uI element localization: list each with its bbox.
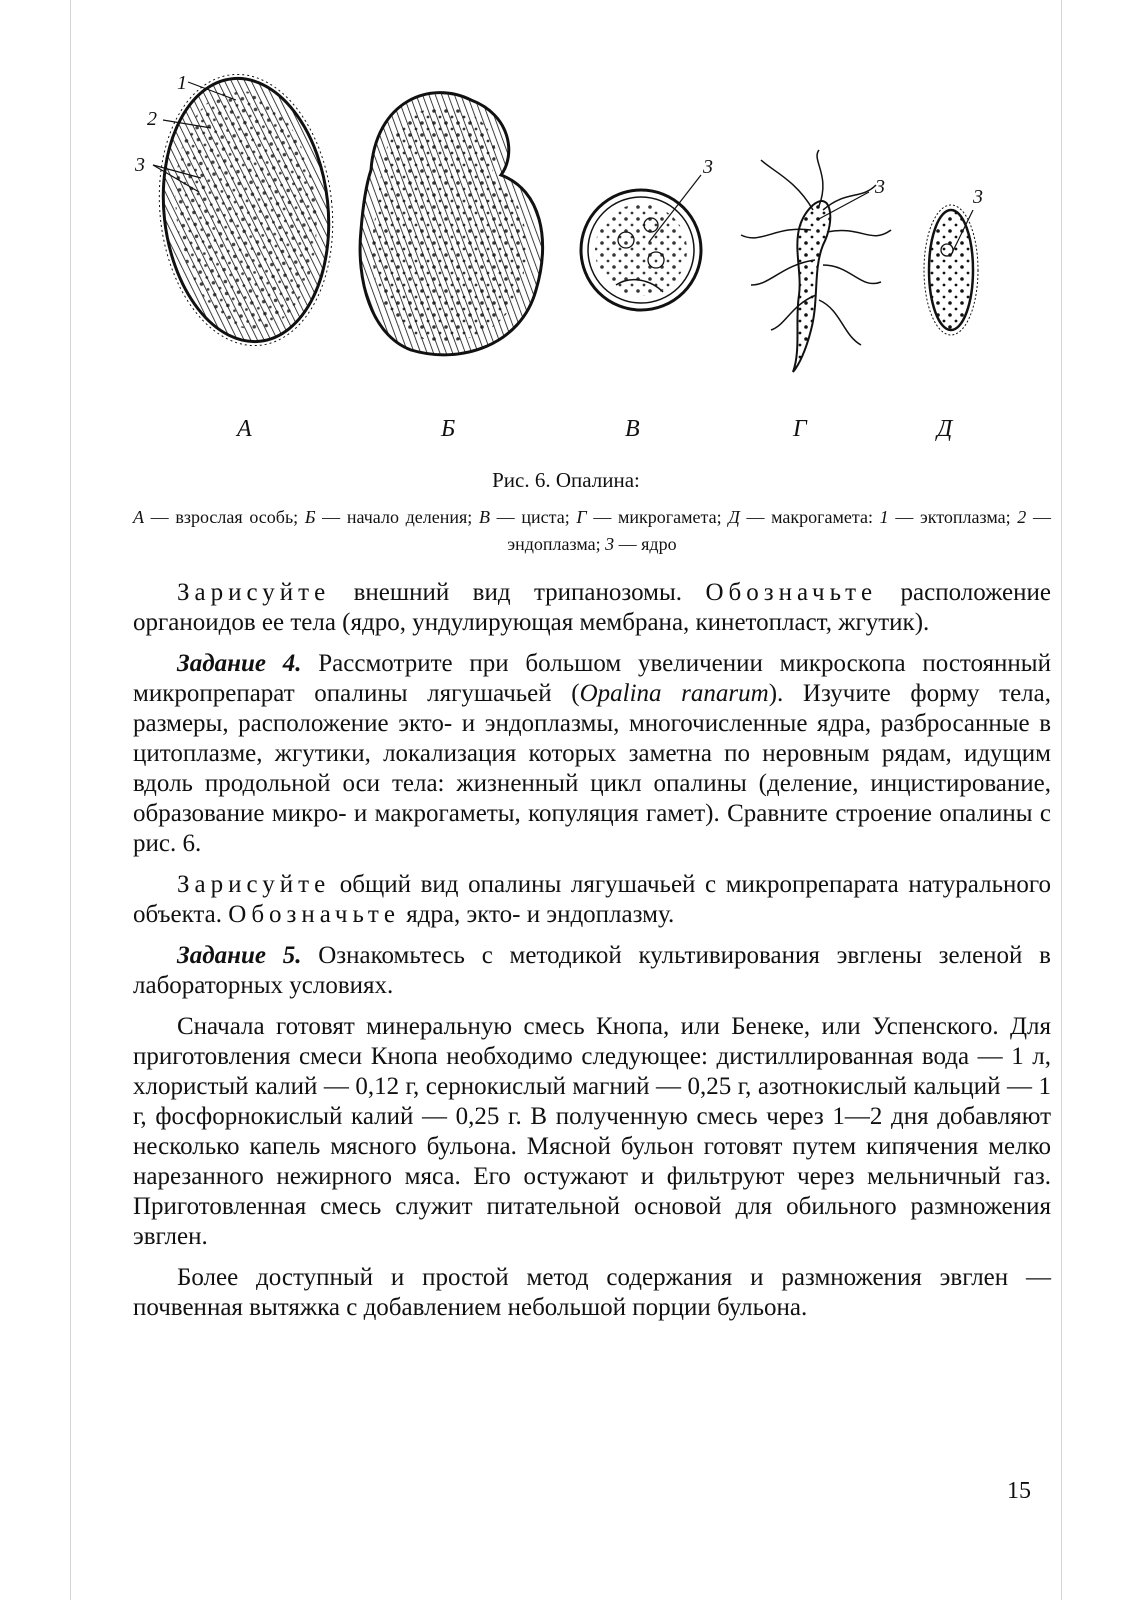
paragraph-draw-trypanosome xyxy=(133,578,1051,638)
paragraph-task-5 xyxy=(133,941,1051,1001)
legend-text: — начало деления; xyxy=(315,507,479,527)
paragraph-soil-extract xyxy=(133,1263,1051,1323)
legend-text: — эндоплазма; xyxy=(507,507,1051,554)
paragraph-text: Ознакомьтесь с методикой культивирования эвглены зеленой в лабораторных условиях. xyxy=(133,942,1051,999)
paragraph-text: внешний вид трипанозомы. xyxy=(330,579,706,606)
figure-letter-v: В xyxy=(625,416,640,442)
book-page xyxy=(70,0,1062,1600)
legend-text: — взрослая особь; xyxy=(144,507,305,527)
legend-text: — циста; xyxy=(489,507,577,527)
marker-3-v: 3 xyxy=(703,156,713,178)
marker-2: 2 xyxy=(147,108,157,130)
paragraph-text: ядра, экто- и эндоплазму. xyxy=(399,901,675,928)
legend-key: В xyxy=(478,507,490,527)
legend-key: Б xyxy=(304,507,316,527)
figure-letter-a: А xyxy=(237,416,252,442)
figure-opalina xyxy=(71,60,1061,470)
figure-caption-legend xyxy=(133,504,1051,558)
paragraph-text: Более доступный и простой метод содержания и размножения эвглен — почвенная вытяжка с добавлением небольшой порции бульона. xyxy=(133,1264,1051,1321)
figure-caption-title: Рис. 6. Опалина: xyxy=(492,468,640,492)
opalina-illustration xyxy=(71,60,1061,410)
paragraph-knop-mixture xyxy=(133,1012,1051,1252)
page-number: 15 xyxy=(1007,1478,1031,1504)
legend-key: А xyxy=(133,507,144,527)
legend-text: — ядро xyxy=(614,534,677,554)
marker-3-g: 3 xyxy=(875,176,885,198)
legend-text: — эктоплазма; xyxy=(888,507,1018,527)
marker-1: 1 xyxy=(177,72,187,94)
paragraph-draw-opalina xyxy=(133,870,1051,930)
dividing-specimen-drawing xyxy=(360,93,543,355)
marker-3-d: 3 xyxy=(973,186,983,208)
figure-letter-g: Г xyxy=(793,416,807,442)
legend-key: 2 xyxy=(1017,507,1027,527)
spaced-word: Зарисуйте xyxy=(177,871,331,898)
spaced-word: Обозначьте xyxy=(705,579,878,606)
spaced-word: Обозначьте xyxy=(228,901,400,928)
microgamete-drawing xyxy=(741,150,891,372)
spaced-word: Зарисуйте xyxy=(177,579,331,606)
paragraph-text: Сначала готовят минеральную смесь Кнопа, или Бенеке, или Успенского. Для приготовления смеси Кнопа необходимо следующее: дистиллированная вода — 1 л, хлористый калий — 0,12 г, сернокислый магний — 0,25 г, азотнокислый кальций — 1 г, фосфорнокислый калий — 0,25 г. В полученную смесь через 1—2 дня добавляют несколько капель мясного бульона. Мясной бульон готовят путем кипячения мелко нарезанного нежирного мяса. Его остужают и фильтруют через мельничный газ. Приготовленная смесь служит питательной основой для обильного размножения эвглен. xyxy=(133,1013,1051,1250)
task-label: Задание 4. xyxy=(177,650,302,677)
macrogamete-drawing xyxy=(924,205,978,335)
main-text xyxy=(133,578,1051,1334)
legend-text: — макрогамета: xyxy=(739,507,880,527)
task-label: Задание 5. xyxy=(177,942,302,969)
adult-specimen-drawing xyxy=(146,66,345,354)
paragraph-text: ). Изучите форму тела, размеры, расположение экто- и эндоплазмы, многочисленные ядра, разбросанные в цитоплазме, жгутики, локализация которых заметна по неровным рядам, идущим вдоль продольной оси тела: жизненный цикл опалины (деление, инцистирование, образование микро- и макрогаметы, копуляция гамет). Сравните строение опалины с рис. 6. xyxy=(133,680,1052,857)
paragraph-text: расположение органоидов ее тела (ядро, ундулирующая мембрана, кинетопласт, жгутик). xyxy=(133,579,1051,636)
paragraph-task-4 xyxy=(133,649,1051,859)
legend-key: Д xyxy=(728,507,740,527)
paragraph-text: общий вид опалины лягушачьей с микропрепарата натурального объекта. xyxy=(133,871,1051,928)
legend-text: — микрогамета; xyxy=(586,507,729,527)
legend-key: Г xyxy=(576,507,587,527)
legend-key: 1 xyxy=(879,507,889,527)
latin-name: Opalina ranarum xyxy=(579,680,769,707)
marker-3-a: 3 xyxy=(135,154,145,176)
paragraph-text: Рассмотрите при большом увеличении микроскопа постоянный микропрепарат опалины лягушачьей ( xyxy=(133,650,1051,707)
legend-key: 3 xyxy=(605,534,615,554)
figure-letter-b: Б xyxy=(441,416,456,442)
cyst-drawing xyxy=(581,175,701,310)
figure-letter-d: Д xyxy=(937,416,953,442)
